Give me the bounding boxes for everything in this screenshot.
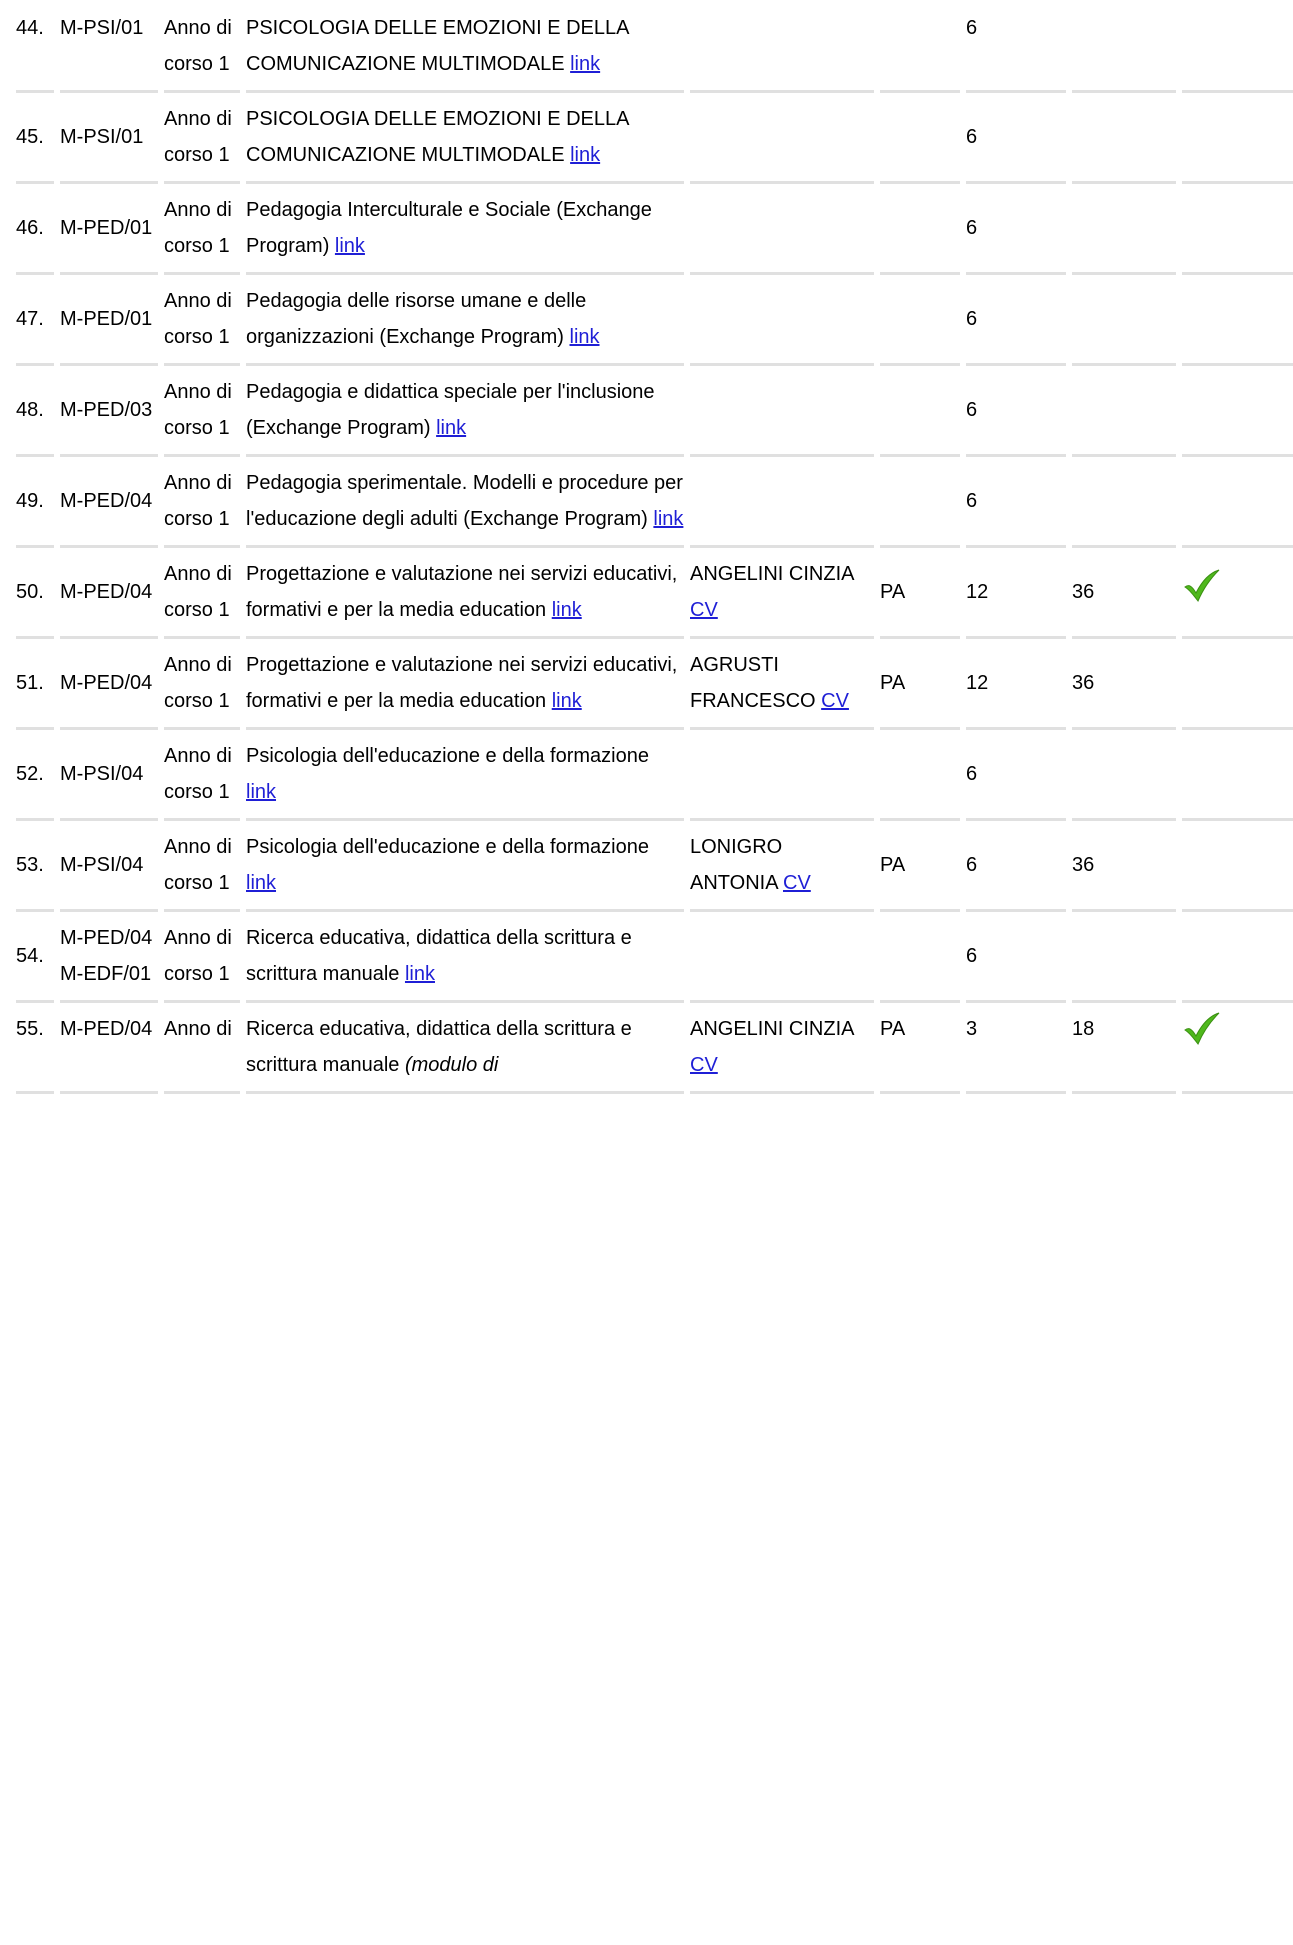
cfu — [966, 639, 1066, 730]
ssd-code — [60, 366, 158, 457]
course-title — [246, 821, 684, 912]
course-link[interactable]: link — [569, 326, 600, 348]
course-title-text: PSICOLOGIA DELLE EMOZIONI E DELLA COMUNICAZIONE MULTIMODALE — [246, 108, 629, 166]
course-year — [164, 457, 240, 548]
course-year-text: Anno di corso 1 — [164, 290, 232, 348]
cfu — [966, 275, 1066, 366]
table-row — [16, 0, 1293, 93]
course-title-note: (modulo di — [404, 1054, 499, 1076]
cfu — [966, 366, 1066, 457]
teacher-cv-link[interactable]: CV — [783, 872, 811, 894]
ssd-code-text: M-PED/01 — [60, 217, 153, 239]
coordinator-check — [1182, 184, 1293, 275]
course-year — [164, 184, 240, 275]
course-link[interactable]: link — [570, 144, 601, 166]
ssd-code — [60, 1003, 158, 1094]
course-year-text: Anno di corso 1 — [164, 836, 232, 894]
course-link[interactable]: link — [404, 963, 435, 985]
teacher — [690, 93, 874, 184]
ssd-code — [60, 912, 158, 1003]
ssd-code — [60, 821, 158, 912]
course-title — [246, 366, 684, 457]
course-title-text: Psicologia dell'educazione e della formazione — [246, 836, 649, 858]
cfu — [966, 730, 1066, 821]
ssd-code-text: M-PED/04 M-EDF/01 — [60, 927, 153, 985]
course-title — [246, 93, 684, 184]
cfu — [966, 0, 1066, 93]
hours — [1072, 730, 1176, 821]
ssd-code — [60, 457, 158, 548]
ssd-code-text: M-PSI/01 — [60, 17, 144, 39]
teacher-name: ANGELINI CINZIA — [690, 1018, 854, 1040]
coordinator-check — [1182, 366, 1293, 457]
table-row — [16, 93, 1293, 184]
row-number-text: 44. — [16, 17, 44, 39]
row-number — [16, 548, 54, 639]
teacher-name: ANGELINI CINZIA — [690, 563, 854, 585]
row-number-text: 46. — [16, 217, 44, 239]
teacher-role — [880, 0, 960, 93]
ssd-code — [60, 184, 158, 275]
course-year — [164, 366, 240, 457]
teacher-role — [880, 184, 960, 275]
teacher — [690, 1003, 874, 1094]
table-row — [16, 639, 1293, 730]
course-list-page — [16, 0, 1288, 1094]
course-link[interactable]: link — [653, 508, 684, 530]
teacher-name: AGRUSTI FRANCESCO — [690, 654, 816, 712]
coordinator-check — [1182, 730, 1293, 821]
hours — [1072, 1003, 1176, 1094]
cfu-text: 12 — [966, 581, 989, 603]
course-year — [164, 93, 240, 184]
teacher-role — [880, 821, 960, 912]
cfu-text: 6 — [966, 217, 978, 239]
course-year — [164, 275, 240, 366]
course-title-text: Ricerca educativa, didattica della scrittura e scrittura manuale — [246, 1018, 632, 1076]
teacher-role — [880, 639, 960, 730]
course-year-text: Anno di corso 1 — [164, 927, 232, 985]
coordinator-check — [1182, 821, 1293, 912]
course-year — [164, 821, 240, 912]
course-title — [246, 730, 684, 821]
cfu — [966, 457, 1066, 548]
course-title-text: PSICOLOGIA DELLE EMOZIONI E DELLA COMUNICAZIONE MULTIMODALE — [246, 17, 629, 75]
course-year-text: Anno di — [164, 1018, 232, 1040]
hours — [1072, 821, 1176, 912]
row-number-text: 55. — [16, 1018, 44, 1040]
teacher-role — [880, 457, 960, 548]
teacher-name: LONIGRO ANTONIA — [690, 836, 783, 894]
table-row — [16, 275, 1293, 366]
ssd-code-text: M-PED/04 — [60, 581, 153, 603]
row-number — [16, 366, 54, 457]
hours — [1072, 93, 1176, 184]
teacher — [690, 639, 874, 730]
table-row — [16, 548, 1293, 639]
ssd-code-text: M-PSI/04 — [60, 763, 144, 785]
cfu-text: 3 — [966, 1018, 978, 1040]
table-row — [16, 457, 1293, 548]
table-row — [16, 184, 1293, 275]
cfu — [966, 93, 1066, 184]
hours — [1072, 275, 1176, 366]
course-year — [164, 548, 240, 639]
cfu-text: 6 — [966, 126, 978, 148]
teacher — [690, 912, 874, 1003]
course-title-text: Pedagogia Interculturale e Sociale (Exchange Program) — [246, 199, 652, 257]
course-title — [246, 0, 684, 93]
ssd-code-text: M-PSI/04 — [60, 854, 144, 876]
coordinator-check — [1182, 275, 1293, 366]
course-title-text: Progettazione e valutazione nei servizi educativi, formativi e per la media education — [246, 654, 678, 712]
teacher-cv-link[interactable]: CV — [821, 690, 849, 712]
course-year — [164, 1003, 240, 1094]
row-number — [16, 93, 54, 184]
coordinator-check — [1182, 548, 1293, 639]
hours — [1072, 457, 1176, 548]
cfu-text: 12 — [966, 672, 989, 694]
cfu-text: 6 — [966, 399, 978, 421]
ssd-code — [60, 93, 158, 184]
ssd-code — [60, 275, 158, 366]
cfu-text: 6 — [966, 490, 978, 512]
row-number-text: 47. — [16, 308, 44, 330]
course-title — [246, 639, 684, 730]
course-table — [10, 0, 1293, 1094]
hours-text: 36 — [1072, 854, 1095, 876]
course-link[interactable]: link — [436, 417, 467, 439]
course-link[interactable]: link — [570, 53, 601, 75]
green-checkmark-icon — [1182, 1011, 1222, 1047]
hours — [1072, 639, 1176, 730]
course-title-text: Ricerca educativa, didattica della scrittura e scrittura manuale — [246, 927, 632, 985]
hours-text: 36 — [1072, 581, 1095, 603]
row-number — [16, 457, 54, 548]
course-title — [246, 275, 684, 366]
row-number-text: 45. — [16, 126, 44, 148]
course-title-text: Pedagogia sperimentale. Modelli e procedure per l'educazione degli adulti (Exchange Program) — [246, 472, 683, 530]
cfu-text: 6 — [966, 763, 978, 785]
course-title — [246, 548, 684, 639]
course-year — [164, 912, 240, 1003]
course-link[interactable]: link — [246, 781, 277, 803]
teacher — [690, 275, 874, 366]
teacher — [690, 184, 874, 275]
row-number-text: 54. — [16, 945, 44, 967]
cfu — [966, 184, 1066, 275]
table-row — [16, 366, 1293, 457]
course-title-text: Pedagogia delle risorse umane e delle organizzazioni (Exchange Program) — [246, 290, 587, 348]
ssd-code-text: M-PSI/01 — [60, 126, 144, 148]
course-link[interactable]: link — [246, 872, 277, 894]
course-title-text: Pedagogia e didattica speciale per l'inclusione (Exchange Program) — [246, 381, 655, 439]
teacher-role — [880, 366, 960, 457]
hours — [1072, 912, 1176, 1003]
cfu — [966, 912, 1066, 1003]
course-year-text: Anno di corso 1 — [164, 563, 232, 621]
row-number — [16, 184, 54, 275]
row-number-text: 48. — [16, 399, 44, 421]
ssd-code-text: M-PED/01 — [60, 308, 153, 330]
course-year — [164, 639, 240, 730]
course-year-text: Anno di corso 1 — [164, 745, 232, 803]
row-number-text: 53. — [16, 854, 44, 876]
hours-text: 18 — [1072, 1018, 1095, 1040]
green-checkmark-icon — [1182, 568, 1222, 604]
row-number — [16, 730, 54, 821]
course-link[interactable]: link — [334, 235, 365, 257]
ssd-code — [60, 548, 158, 639]
row-number — [16, 275, 54, 366]
row-number — [16, 821, 54, 912]
cfu-text: 6 — [966, 308, 978, 330]
hours — [1072, 184, 1176, 275]
table-row — [16, 730, 1293, 821]
teacher-role — [880, 275, 960, 366]
teacher-role — [880, 548, 960, 639]
teacher — [690, 730, 874, 821]
cfu-text: 6 — [966, 854, 978, 876]
cfu — [966, 1003, 1066, 1094]
course-year-text: Anno di corso 1 — [164, 17, 232, 75]
teacher-role-text: PA — [880, 1018, 906, 1040]
teacher — [690, 457, 874, 548]
teacher-role — [880, 1003, 960, 1094]
teacher — [690, 366, 874, 457]
cfu-text: 6 — [966, 945, 978, 967]
ssd-code-text: M-PED/04 — [60, 490, 153, 512]
ssd-code — [60, 0, 158, 93]
cfu-text: 6 — [966, 17, 978, 39]
coordinator-check — [1182, 93, 1293, 184]
course-title — [246, 912, 684, 1003]
ssd-code — [60, 730, 158, 821]
ssd-code — [60, 639, 158, 730]
teacher-role — [880, 912, 960, 1003]
course-title-text: Progettazione e valutazione nei servizi educativi, formativi e per la media education — [246, 563, 678, 621]
coordinator-check — [1182, 1003, 1293, 1094]
row-number — [16, 639, 54, 730]
coordinator-check — [1182, 639, 1293, 730]
course-link[interactable]: link — [551, 599, 582, 621]
teacher-role — [880, 93, 960, 184]
teacher-cv-link[interactable]: CV — [690, 1054, 718, 1076]
coordinator-check — [1182, 912, 1293, 1003]
course-link[interactable]: link — [551, 690, 582, 712]
row-number — [16, 1003, 54, 1094]
ssd-code-text: M-PED/04 — [60, 672, 153, 694]
row-number-text: 49. — [16, 490, 44, 512]
cfu — [966, 548, 1066, 639]
teacher — [690, 0, 874, 93]
row-number-text: 51. — [16, 672, 44, 694]
course-year-text: Anno di corso 1 — [164, 199, 232, 257]
row-number — [16, 0, 54, 93]
table-row — [16, 912, 1293, 1003]
coordinator-check — [1182, 0, 1293, 93]
row-number-text: 50. — [16, 581, 44, 603]
course-year — [164, 0, 240, 93]
course-year-text: Anno di corso 1 — [164, 381, 232, 439]
table-row — [16, 821, 1293, 912]
course-year — [164, 730, 240, 821]
teacher-cv-link[interactable]: CV — [690, 599, 718, 621]
course-title — [246, 1003, 684, 1094]
row-number — [16, 912, 54, 1003]
ssd-code-text: M-PED/04 — [60, 1018, 153, 1040]
course-year-text: Anno di corso 1 — [164, 472, 232, 530]
course-year-text: Anno di corso 1 — [164, 108, 232, 166]
cfu — [966, 821, 1066, 912]
row-number-text: 52. — [16, 763, 44, 785]
teacher — [690, 548, 874, 639]
course-title-text: Psicologia dell'educazione e della formazione — [246, 745, 649, 767]
course-title — [246, 457, 684, 548]
table-row — [16, 1003, 1293, 1094]
course-year-text: Anno di corso 1 — [164, 654, 232, 712]
hours — [1072, 0, 1176, 93]
teacher — [690, 821, 874, 912]
teacher-role-text: PA — [880, 854, 906, 876]
course-title — [246, 184, 684, 275]
hours-text: 36 — [1072, 672, 1095, 694]
coordinator-check — [1182, 457, 1293, 548]
hours — [1072, 366, 1176, 457]
teacher-role — [880, 730, 960, 821]
ssd-code-text: M-PED/03 — [60, 399, 153, 421]
teacher-role-text: PA — [880, 581, 906, 603]
hours — [1072, 548, 1176, 639]
teacher-role-text: PA — [880, 672, 906, 694]
